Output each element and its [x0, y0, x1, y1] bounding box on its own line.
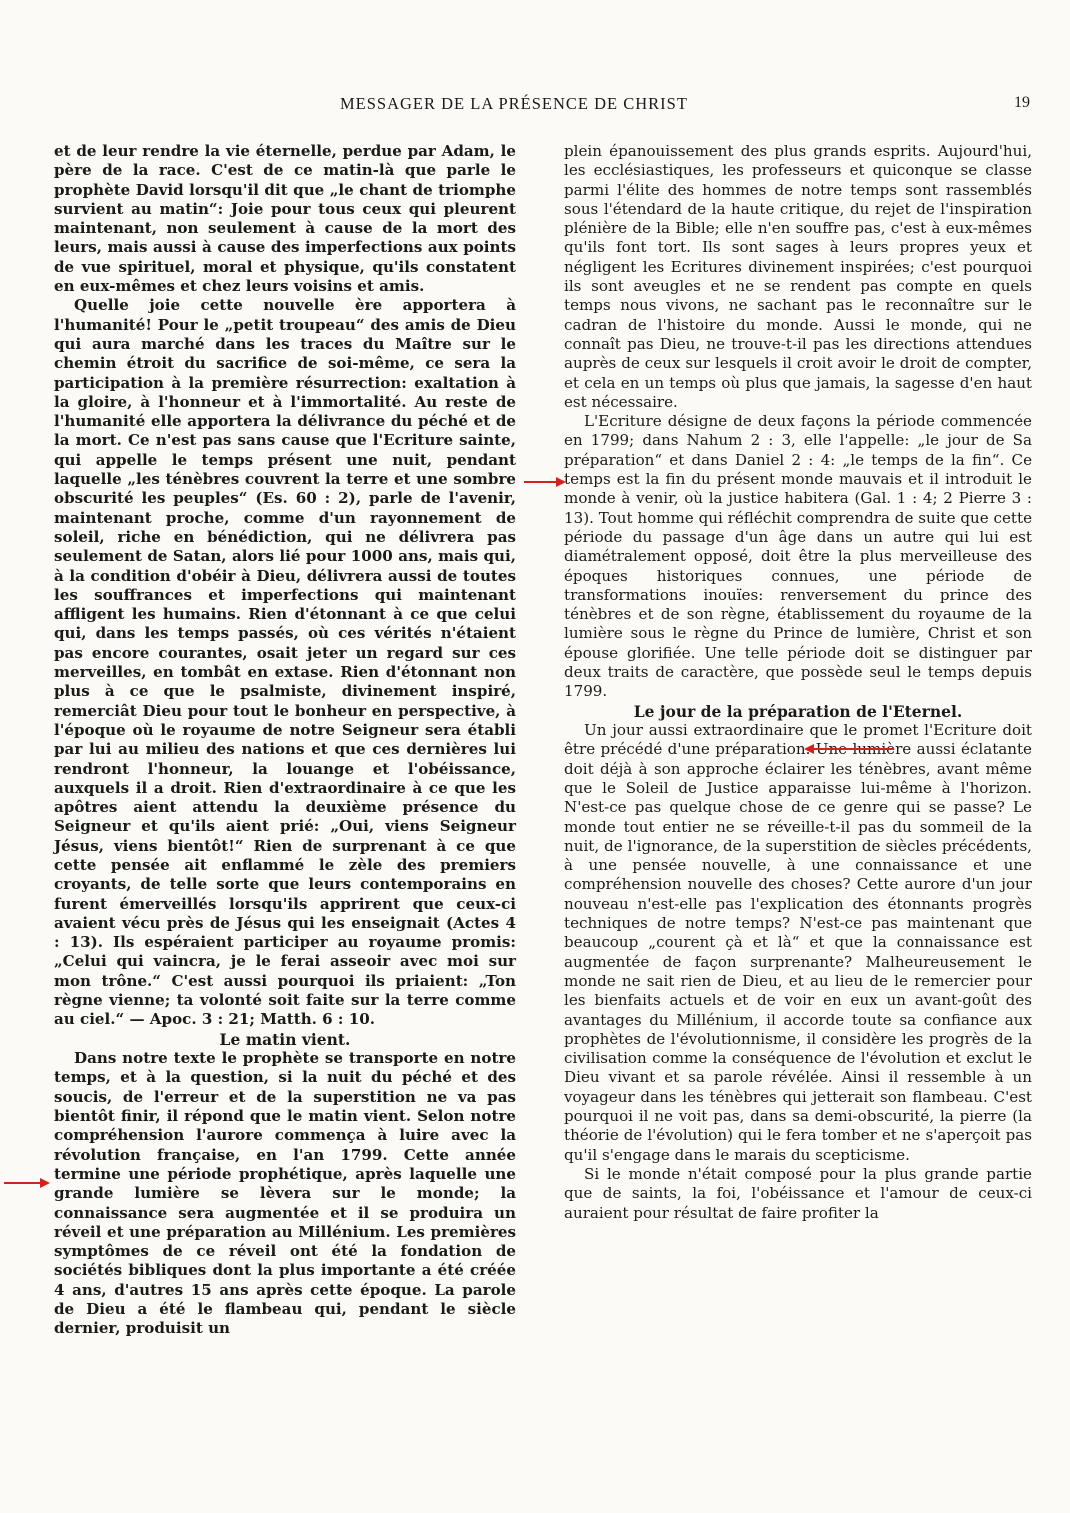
annotation-arrow-icon: [524, 481, 564, 483]
section-heading-matin: Le matin vient.: [219, 1029, 351, 1049]
annotation-arrow-icon: [806, 748, 894, 750]
running-title: MESSAGER DE LA PRÉSENCE DE CHRIST: [340, 94, 688, 113]
right-paragraph-2: L'Ecriture désigne de deux façons la période commencée en 1799; dans Nahum 2 : 3, elle l'appelle: „le jour de Sa préparation“ et dans Daniel 2 : 4: „le temps de la fin“. Ce temps est la fin du présent monde mauvais et il introduit le monde à venir, où la justice habitera (Gal. 1 : 4; 2 Pierre 3 : 13). Tout homme qui réfléchit comprendra de suite que cette période du passage d'un âge dans un autre qui lui est diamétralement opposé, doit être la plus merveilleuse des époques historiques connues, une période de transformations inouïes: renversement du prince des ténèbres et de son règne, établissement du royaume de la lumière sous le règne du Prince de lumière, Christ et son épouse glorifiée. Une telle période doit se distinguer par deux traits de caractère, que possède seul le temps depuis 1799.: [564, 412, 1032, 701]
right-paragraph-1: plein épanouissement des plus grands esprits. Aujourd'hui, les ecclésiastiques, les professeurs et quiconque se classe parmi l'élite des hommes de notre temps sont rassemblés sous l'étendard de la haute critique, du rejet de l'inspiration plénière de la Bible; elle n'en souffre pas, c'est à eux-mêmes qu'ils font tort. Ils sont sages à leurs propres yeux et négligent les Ecritures divinement inspirées; c'est pourquoi ils sont aveugles et ne se rendent pas compte en quels temps nous vivons, ne sachant pas le reconnaître sur le cadran de l'histoire du monde. Aussi le monde, qui ne connaît pas Dieu, ne trouve-t-il pas les directions attendues auprès de ceux sur lesquels il croit avoir le droit de compter, et cela en un temps où plus que jamais, la sagesse d'en haut est nécessaire.: [564, 142, 1032, 411]
section-heading-preparation: Le jour de la préparation de l'Eternel.: [633, 701, 963, 721]
left-column: [54, 142, 516, 1339]
annotation-arrow-icon: [4, 1182, 48, 1184]
right-column: [564, 142, 1032, 1223]
right-paragraph-4: Si le monde n'était composé pour la plus grande partie que de saints, la foi, l'obéissance et l'amour de ceux-ci auraient pour résultat de faire profiter la: [564, 1164, 1032, 1222]
running-header: [0, 94, 1070, 118]
left-paragraph-1: et de leur rendre la vie éternelle, perdue par Adam, le père de la race. C'est de ce matin-là que parle le prophète David lorsqu'il dit que „le chant de triomphe survient au matin“: Joie pour tous ceux qui pleurent maintenant, non seulement à cause de la mort des leurs, mais aussi à cause des imperfections aux points de vue spirituel, moral et physique, qu'ils constatent en eux-mêmes et chez leurs voisins et amis.: [54, 142, 516, 296]
page-number: 19: [1014, 94, 1030, 111]
left-paragraph-2: Quelle joie cette nouvelle ère apportera à l'humanité! Pour le „petit troupeau“ des amis de Dieu qui aura marché dans les traces du Maître sur le chemin étroit du sacrifice de soi-même, ce sera la participation à la première résurrection: exaltation à la gloire, à l'honneur et à l'immortalité. Au reste de l'humanité elle apportera la délivrance du péché et de la mort. Ce n'est pas sans cause que l'Ecriture sainte, qui appelle le temps présent une nuit, pendant laquelle „les ténèbres couvrent la terre et une sombre obscurité les peuples“ (Es. 60 : 2), parle de l'avenir, maintenant proche, comme d'un rayonnement de soleil, riche en bénédiction, qui ne délivrera pas seulement de Satan, alors lié pour 1000 ans, mais qui, à la condition d'obéir à Dieu, délivrera aussi de toutes les souffrances et imperfections qui maintenant affligent les humains. Rien d'étonnant à ce que celui qui, dans les temps passés, où ces vérités n'étaient pas encore courantes, osait jeter un regard sur ces merveilles, en tombât en extase. Rien d'étonnant non plus à ce que le psalmiste, divinement inspiré, remerciât Dieu pour tout le bonheur en perspective, à l'époque où le royaume de notre Seigneur sera établi par lui au milieu des nations et que ces dernières lui rendront l'honneur, la louange et l'obéissance, auxquels il a droit. Rien d'extraordinaire à ce que les apôtres aient attendu la deuxième présence du Seigneur et qu'ils aient prié: „Oui, viens Seigneur Jésus, viens bientôt!“ Rien de surprenant à ce que cette pensée ait enflammé le zèle des premiers croyants, de telle sorte que leurs contemporains en furent émerveillés lorsqu'ils apprirent que ceux-ci avaient vécu près de Jésus qui les enseignait (Actes 4 : 13). Ils espéraient participer au royaume promis: „Celui qui vaincra, je le ferai asseoir avec moi sur mon trône.“ C'est aussi pourquoi ils priaient: „Ton règne vienne; ta volonté soit faite sur la terre comme au ciel.“ — Apoc. 3 : 21; Matth. 6 : 10.: [54, 296, 516, 1029]
right-paragraph-3: Un jour aussi extraordinaire que le promet l'Ecriture doit être précédé d'une préparation. Une lumière aussi éclatante doit déjà à son approche éclairer les ténèbres, avant même que le Soleil de Justice apparaisse lui-même à l'horizon. N'est-ce pas quelque chose de ce genre qui se passe? Le monde tout entier ne se réveille-t-il pas du sommeil de la nuit, de l'ignorance, de la superstition de siècles précédents, à une pensée nouvelle, à une connaissance et une compréhension nouvelle des choses? Cette aurore d'un jour nouveau n'est-elle pas l'explication des étonnants progrès techniques de notre temps? N'est-ce pas maintenant que beaucoup „courent çà et là“ et que la connaissance est augmentée de façon surprenante? Malheureusement le monde ne sait rien de Dieu, et au lieu de le remercier pour les bienfaits actuels et de voir en eux un avant-goût des avantages du Millénium, il accorde toute sa confiance aux prophètes de l'évolutionnisme, il considère les progrès de la civilisation comme la conséquence de l'évolution et exclut le Dieu vivant et sa parole révélée. Ainsi il ressemble à un voyageur dans les ténèbres qui jetterait son flambeau. C'est pourquoi il ne voit pas, dans sa demi-obscurité, la pierre (la théorie de l'évolution) qui le fera tomber et ne s'aperçoit pas qu'il s'engage dans le marais du scepticisme.: [564, 721, 1032, 1164]
left-paragraph-3: Dans notre texte le prophète se transporte en notre temps, et à la question, si la nuit du péché et des soucis, de l'erreur et de la superstition ne va pas bientôt finir, il répond que le matin vient. Selon notre compréhension l'aurore commença à luire avec la révolution française, en l'an 1799. Cette année termine une période prophétique, après laquelle une grande lumière se lèvera sur le monde; la connaissance sera augmentée et il se produira un réveil et une préparation au Millénium. Les premières symptômes de ce réveil ont été la fondation de sociétés bibliques dont la plus importante a été créée 4 ans, d'autres 15 ans après cette époque. La parole de Dieu a été le flambeau qui, pendant le siècle dernier, produisit un: [54, 1049, 516, 1338]
